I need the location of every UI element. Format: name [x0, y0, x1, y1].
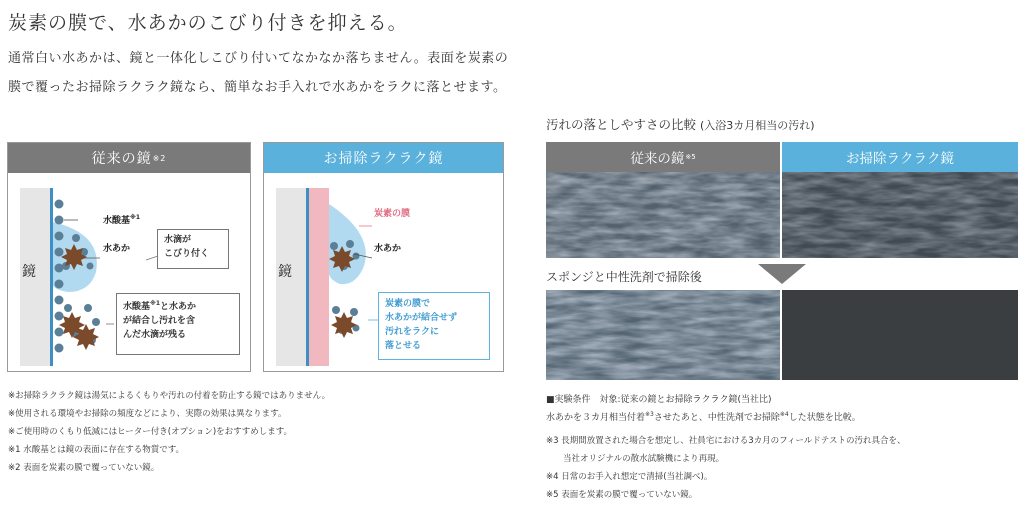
carbon-film-label: 炭素の膜 [374, 209, 411, 219]
conditions-line-2-a: 水あかを３カ月相当付着 [546, 413, 646, 423]
conventional-mirror-panel [7, 142, 251, 372]
down-arrow-icon [758, 264, 806, 286]
easy-clean-mirror-label: 鏡 [278, 264, 292, 280]
callout2-mark: ※1 [150, 300, 161, 307]
hydroxyl-label [103, 213, 140, 226]
left-note-4: ※1 水酸基とは鏡の表面に存在する物質です。 [8, 445, 185, 455]
comparison-header-conventional-mark: ※5 [685, 153, 696, 161]
comparison-title-sub: (入浴3カ月相当の汚れ) [700, 119, 815, 132]
conditions-line-2 [546, 410, 861, 423]
comparison-note-3: ※4 日常のお手入れ想定で清掃(当社調べ)。 [546, 472, 713, 482]
callout-blue-line-1: 炭素の膜で [385, 299, 431, 309]
photo-conventional-before [546, 172, 780, 258]
callout2-line-1-a: 水酸基 [123, 302, 151, 312]
conventional-mirror-header-mark: ※2 [152, 153, 167, 163]
callout1-line-2: こびり付く [164, 249, 210, 259]
easy-clean-scale-label: 水あか [374, 244, 402, 254]
callout-blue-line-4: 落とせる [385, 341, 422, 351]
conditions-line-1: ■実験条件 対象:従来の鏡とお掃除ラクラク鏡(当社比) [546, 395, 772, 405]
left-note-5: ※2 表面を炭素の膜で覆っていない鏡。 [8, 463, 160, 473]
left-note-1: ※お掃除ラクラク鏡は湯気によるくもりや汚れの付着を防止する鏡ではありません。 [8, 391, 331, 401]
conventional-mirror-header [8, 143, 250, 173]
photo-conventional-after [546, 290, 780, 380]
photo-easy-clean-before [782, 172, 1018, 258]
comparison-note-2: 当社オリジナルの散水試験機により再現。 [546, 454, 725, 464]
left-note-2: ※使用される環境やお掃除の頻度などにより、実際の効果は異なります。 [8, 409, 287, 419]
page-title: 炭素の膜で、水あかのこびり付きを抑える。 [8, 12, 408, 34]
left-note-3: ※ご使用時のくもり低減にはヒーター付き(オプション)をおすすめします。 [8, 427, 293, 437]
conventional-mirror-label: 鏡 [22, 264, 36, 280]
intro-line-1: 通常白い水あかは、鏡と一体化しこびり付いてなかなか落ちません。表面を炭素の [8, 51, 509, 66]
callout-blue-line-2: 水あかが結合せず [385, 313, 458, 323]
conditions-line-2-b: させたあと、中性洗剤でお掃除 [653, 413, 780, 423]
hydroxyl-label-text: 水酸基 [103, 216, 131, 226]
callout1-line-1: 水滴が [164, 235, 192, 245]
comparison-header-conventional [546, 142, 780, 172]
comparison-note-4: ※5 表面を炭素の膜で覆っていない鏡。 [546, 490, 698, 500]
conditions-line-2-c: した状態を比較。 [788, 413, 861, 423]
hydroxyl-bond-callout [116, 293, 240, 355]
conditions-mark-4: ※4 [779, 411, 789, 418]
callout2-line-1-b: と水あか [160, 302, 197, 312]
after-cleaning-label: スポンジと中性洗剤で掃除後 [546, 270, 702, 284]
intro-line-2: 膜で覆ったお掃除ラクラク鏡なら、簡単なお手入れで水あかをラクに落とせます。 [8, 80, 507, 95]
callout2-line-1 [123, 297, 233, 314]
easy-clean-mirror-header: お掃除ラクラク鏡 [264, 143, 503, 173]
conventional-mirror-header-label: 従来の鏡 [91, 151, 152, 167]
hydroxyl-label-mark: ※1 [130, 214, 141, 221]
callout2-line-3: んだ水滴が残る [123, 330, 187, 340]
comparison-title [546, 115, 815, 133]
easy-clean-mirror-panel [263, 142, 504, 372]
comparison-title-main: 汚れの落としやすさの比較 [546, 117, 697, 132]
carbon-film-callout [378, 292, 490, 360]
photo-easy-clean-after [782, 290, 1018, 380]
conventional-scale-label: 水あか [103, 244, 131, 254]
callout-blue-line-3: 汚れをラクに [385, 327, 440, 337]
comparison-note-1: ※3 長期間放置された場合を想定し、社員宅における3カ月のフィールドテストの汚れ具合を、 [546, 436, 906, 446]
comparison-header-easy-clean: お掃除ラクラク鏡 [782, 142, 1018, 172]
water-drop-sticks-callout [157, 229, 229, 269]
callout2-line-2: が結合し汚れを含 [123, 316, 196, 326]
conditions-mark-3: ※3 [645, 411, 654, 418]
comparison-header-conventional-label: 従来の鏡 [630, 151, 685, 167]
